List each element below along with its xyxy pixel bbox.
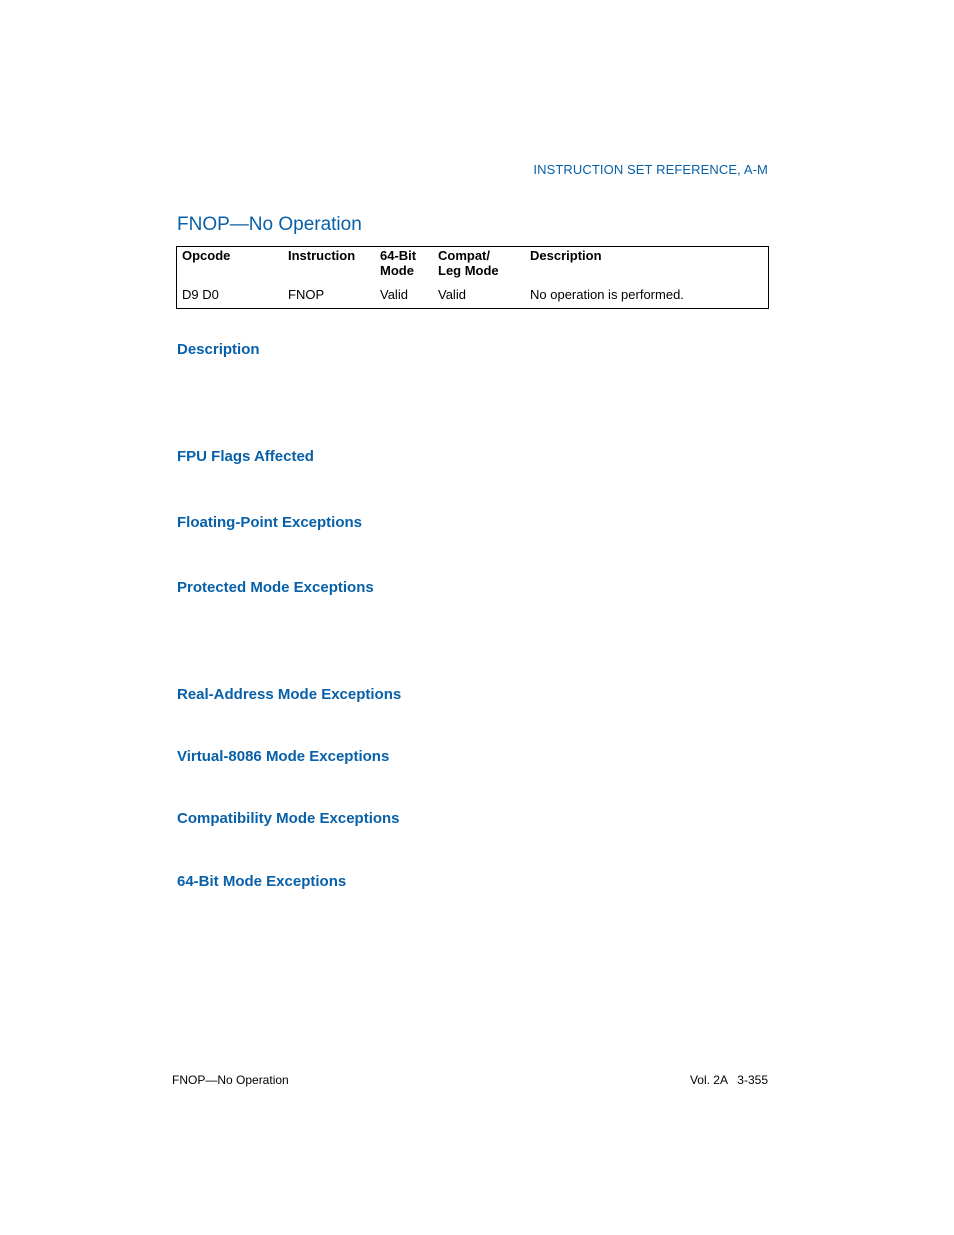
section-heading-floating-point-exceptions: Floating-Point Exceptions xyxy=(177,514,363,531)
footer-title: FNOP—No Operation xyxy=(172,1073,289,1087)
table-cell-instruction: FNOP xyxy=(288,287,325,302)
footer-page-number: Vol. 2A 3-355 xyxy=(689,1073,768,1087)
table-header-opcode: Opcode xyxy=(182,248,231,263)
table-cell-64bit-mode: Valid xyxy=(380,287,408,302)
table-header-compat-leg-mode: Compat/ Leg Mode xyxy=(438,248,499,278)
table-cell-compat-leg-mode: Valid xyxy=(438,287,466,302)
section-heading-real-address-mode-exceptions: Real-Address Mode Exceptions xyxy=(177,686,402,703)
section-heading-compatibility-mode-exceptions: Compatibility Mode Exceptions xyxy=(177,810,400,827)
section-heading-fpu-flags: FPU Flags Affected xyxy=(177,448,314,465)
table-cell-opcode: D9 D0 xyxy=(182,287,219,302)
running-head: INSTRUCTION SET REFERENCE, A-M xyxy=(533,162,768,177)
section-heading-64bit-mode-exceptions: 64-Bit Mode Exceptions xyxy=(177,873,347,890)
page-title: FNOP—No Operation xyxy=(177,214,362,235)
table-header-instruction: Instruction xyxy=(288,248,356,263)
table-header-64bit-mode: 64-Bit Mode xyxy=(380,248,417,278)
table-cell-description: No operation is performed. xyxy=(530,287,684,302)
table-header-description: Description xyxy=(530,248,602,263)
section-heading-description: Description xyxy=(177,341,260,358)
opcode-table xyxy=(176,246,769,309)
section-heading-virtual-8086-mode-exceptions: Virtual-8086 Mode Exceptions xyxy=(177,748,390,765)
section-heading-protected-mode-exceptions: Protected Mode Exceptions xyxy=(177,579,374,596)
